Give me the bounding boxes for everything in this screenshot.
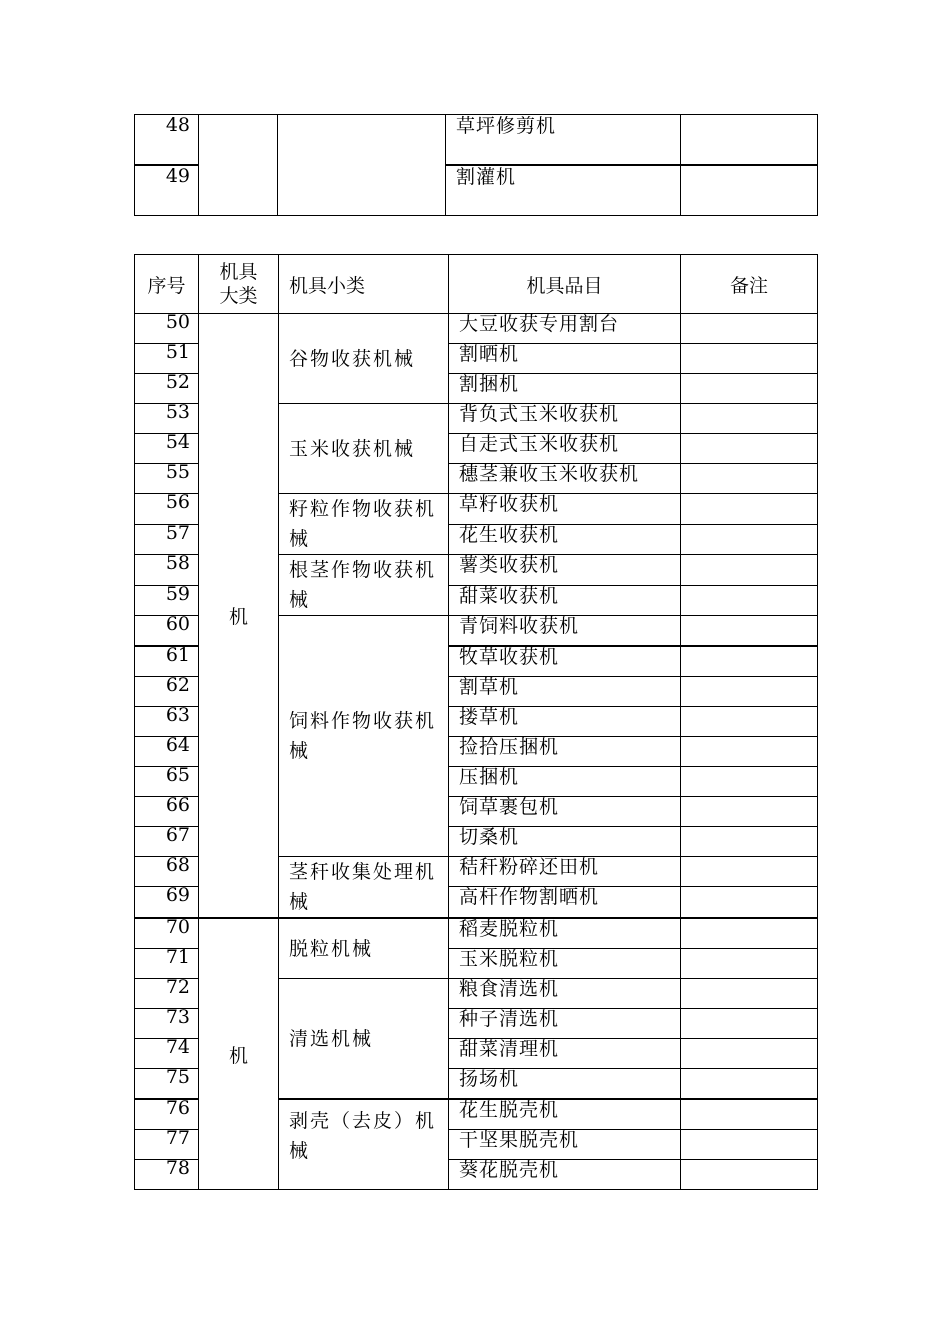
sub-category-cell: 脱粒机械: [279, 918, 449, 979]
note-cell: [681, 887, 818, 918]
header-item: 机具品目: [449, 255, 681, 314]
note-cell: [681, 555, 818, 586]
note-cell: [681, 1160, 818, 1190]
note-cell: [681, 616, 818, 647]
row-number: 61: [135, 646, 199, 677]
note-cell: [681, 1099, 818, 1130]
row-number: 57: [135, 524, 199, 555]
item-name: 草籽收获机: [449, 494, 681, 525]
sub-category-cell: 籽粒作物收获机械: [279, 494, 449, 555]
item-name: 玉米脱粒机: [449, 949, 681, 979]
sub-category-cell: 根茎作物收获机械: [279, 555, 449, 616]
note-cell: [681, 1039, 818, 1069]
row-number: 58: [135, 555, 199, 586]
sub-category-cell: 饲料作物收获机械: [279, 616, 449, 857]
machinery-catalog-table: [134, 254, 818, 1190]
note-cell: [681, 918, 818, 949]
row-number: 49: [135, 165, 199, 216]
row-number: 69: [135, 887, 199, 918]
note-cell: [681, 464, 818, 494]
row-number: 54: [135, 434, 199, 464]
row-number: 55: [135, 464, 199, 494]
item-name: 饲草裹包机: [449, 797, 681, 827]
note-cell: [681, 524, 818, 555]
sub-category-cell: 玉米收获机械: [279, 404, 449, 494]
item-name: 花生脱壳机: [449, 1099, 681, 1130]
continued-table: [134, 114, 818, 216]
note-cell: [681, 979, 818, 1009]
sub-category-cell: 茎秆收集处理机械: [279, 857, 449, 919]
row-number: 70: [135, 918, 199, 949]
row-number: 77: [135, 1130, 199, 1160]
item-name: 割捆机: [449, 374, 681, 404]
major-category-cell: [199, 115, 278, 216]
item-name: 割灌机: [446, 165, 681, 216]
sub-category-cell: 清选机械: [279, 979, 449, 1100]
note-cell: [681, 404, 818, 434]
row-number: 64: [135, 737, 199, 767]
item-name: 种子清选机: [449, 1009, 681, 1039]
note-cell: [681, 374, 818, 404]
major-category-cell: 机: [199, 314, 279, 919]
item-name: 薯类收获机: [449, 555, 681, 586]
note-cell: [681, 1130, 818, 1160]
row-number: 50: [135, 314, 199, 344]
row-number: 67: [135, 827, 199, 857]
header-number: 序号: [135, 255, 199, 314]
item-name: 压捆机: [449, 767, 681, 797]
row-number: 65: [135, 767, 199, 797]
table-row: [135, 918, 818, 949]
row-number: 76: [135, 1099, 199, 1130]
note-cell: [681, 115, 818, 166]
header-major-category-text: 机具大类: [219, 261, 258, 307]
major-category-cell: 机: [199, 918, 279, 1190]
note-cell: [681, 344, 818, 374]
note-cell: [681, 1009, 818, 1039]
item-name: 稻麦脱粒机: [449, 918, 681, 949]
note-cell: [681, 494, 818, 525]
note-cell: [681, 646, 818, 677]
sub-category-cell: 剥壳（去皮）机械: [279, 1099, 449, 1190]
row-number: 53: [135, 404, 199, 434]
item-name: 青饲料收获机: [449, 616, 681, 647]
note-cell: [681, 677, 818, 707]
item-name: 背负式玉米收获机: [449, 404, 681, 434]
table-row: [135, 314, 818, 344]
row-number: 63: [135, 707, 199, 737]
row-number: 52: [135, 374, 199, 404]
row-number: 78: [135, 1160, 199, 1190]
row-number: 73: [135, 1009, 199, 1039]
note-cell: [681, 707, 818, 737]
row-number: 66: [135, 797, 199, 827]
header-note: 备注: [681, 255, 818, 314]
sub-category-cell: [278, 115, 446, 216]
row-number: 72: [135, 979, 199, 1009]
note-cell: [681, 737, 818, 767]
row-number: 56: [135, 494, 199, 525]
item-name: 割晒机: [449, 344, 681, 374]
row-number: 60: [135, 616, 199, 647]
item-name: 高杆作物割晒机: [449, 887, 681, 918]
item-name: 甜菜收获机: [449, 585, 681, 616]
item-name: 粮食清选机: [449, 979, 681, 1009]
note-cell: [681, 314, 818, 344]
note-cell: [681, 165, 818, 216]
note-cell: [681, 434, 818, 464]
item-name: 搂草机: [449, 707, 681, 737]
item-name: 甜菜清理机: [449, 1039, 681, 1069]
item-name: 牧草收获机: [449, 646, 681, 677]
row-number: 75: [135, 1069, 199, 1100]
item-name: 大豆收获专用割台: [449, 314, 681, 344]
row-number: 48: [135, 115, 199, 166]
row-number: 51: [135, 344, 199, 374]
item-name: 葵花脱壳机: [449, 1160, 681, 1190]
sub-category-cell: 谷物收获机械: [279, 314, 449, 404]
row-number: 59: [135, 585, 199, 616]
item-name: 割草机: [449, 677, 681, 707]
item-name: 秸秆粉碎还田机: [449, 857, 681, 887]
row-number: 74: [135, 1039, 199, 1069]
header-sub-category: 机具小类: [279, 255, 449, 314]
item-name: 切桑机: [449, 827, 681, 857]
note-cell: [681, 797, 818, 827]
row-number: 62: [135, 677, 199, 707]
note-cell: [681, 827, 818, 857]
item-name: 花生收获机: [449, 524, 681, 555]
table-header-row: [135, 255, 818, 314]
note-cell: [681, 949, 818, 979]
table-row: [135, 115, 818, 166]
item-name: 捡拾压捆机: [449, 737, 681, 767]
item-name: 干坚果脱壳机: [449, 1130, 681, 1160]
note-cell: [681, 585, 818, 616]
row-number: 68: [135, 857, 199, 887]
note-cell: [681, 767, 818, 797]
note-cell: [681, 857, 818, 887]
item-name: 扬场机: [449, 1069, 681, 1100]
row-number: 71: [135, 949, 199, 979]
note-cell: [681, 1069, 818, 1100]
item-name: 穗茎兼收玉米收获机: [449, 464, 681, 494]
item-name: 草坪修剪机: [446, 115, 681, 166]
header-major-category: [199, 255, 279, 314]
item-name: 自走式玉米收获机: [449, 434, 681, 464]
